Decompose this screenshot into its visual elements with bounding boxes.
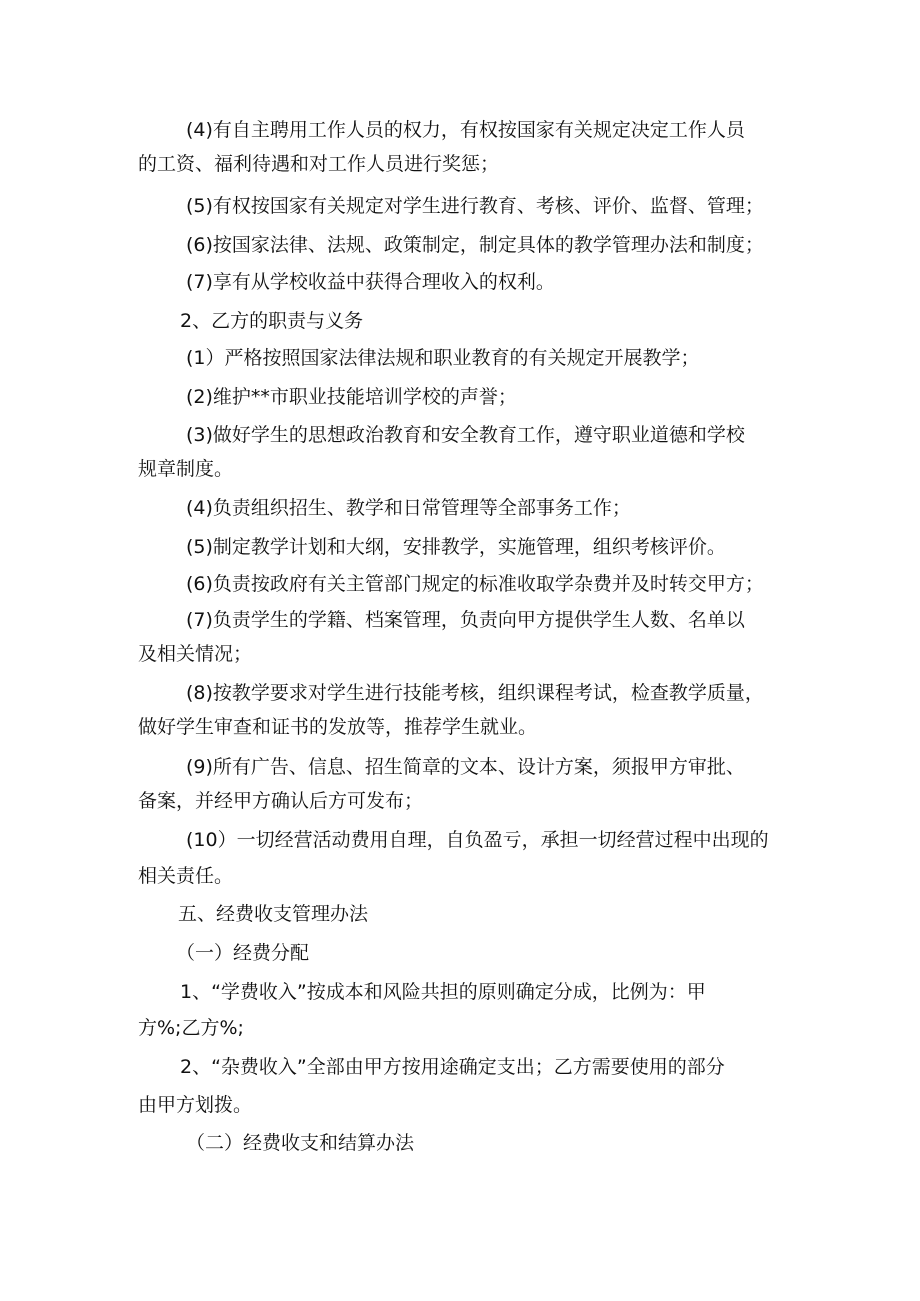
paragraph-line: (9)所有广告、信息、招生简章的文本、设计方案，须报甲方审批、 [186, 756, 745, 778]
paragraph-line: (7)负责学生的学籍、档案管理，负责向甲方提供学生人数、名单以 [186, 609, 745, 631]
section-heading: 2、乙方的职责与义务 [180, 310, 364, 332]
paragraph-line: 做好学生审查和证书的发放等，推荐学生就业。 [138, 716, 538, 738]
paragraph-line: 方%;乙方%; [138, 1017, 244, 1039]
subsection-heading: （一）经费分配 [176, 942, 310, 964]
paragraph-line: 2、“杂费收入”全部由甲方按用途确定支出；乙方需要使用的部分 [180, 1056, 725, 1078]
paragraph-line: (5)有权按国家有关规定对学生进行教育、考核、评价、监督、管理； [186, 195, 764, 217]
subsection-heading: （二）经费收支和结算办法 [186, 1132, 415, 1154]
paragraph-line: (1）严格按照国家法律法规和职业教育的有关规定开展教学； [186, 347, 700, 369]
paragraph-line: (4)负责组织招生、教学和日常管理等全部事务工作； [186, 497, 631, 519]
paragraph-line: (8)按教学要求对学生进行技能考核，组织课程考试，检查教学质量， [186, 682, 764, 704]
paragraph-line: 1、“学费收入”按成本和风险共担的原则确定分成，比例为：甲 [180, 981, 706, 1003]
paragraph-line: (7)享有从学校收益中获得合理收入的权利。 [186, 271, 555, 293]
paragraph-line: (3)做好学生的思想政治教育和安全教育工作，遵守职业道德和学校 [186, 424, 745, 446]
paragraph-line: 由甲方划拨。 [138, 1094, 253, 1116]
paragraph-line: (2)维护**市职业技能培训学校的声誉； [186, 386, 517, 408]
paragraph-line: 及相关情况； [138, 643, 253, 665]
paragraph-line: 备案，并经甲方确认后方可发布； [138, 790, 424, 812]
paragraph-line: (6)负责按政府有关主管部门规定的标准收取学杂费并及时转交甲方； [186, 573, 764, 595]
paragraph-line: (6)按国家法律、法规、政策制定，制定具体的教学管理办法和制度； [186, 234, 764, 256]
paragraph-line: (5)制定教学计划和大纲，安排教学，实施管理，组织考核评价。 [186, 536, 726, 558]
paragraph-line: (10）一切经营活动费用自理，自负盈亏，承担一切经营过程中出现的 [186, 829, 769, 851]
paragraph-line: (4)有自主聘用工作人员的权力，有权按国家有关规定决定工作人员 [186, 119, 745, 141]
paragraph-line: 规章制度。 [138, 458, 234, 480]
paragraph-line: 的工资、福利待遇和对工作人员进行奖惩； [138, 153, 500, 175]
paragraph-line: 相关责任。 [138, 865, 234, 887]
section-heading: 五、经费收支管理办法 [178, 903, 369, 925]
